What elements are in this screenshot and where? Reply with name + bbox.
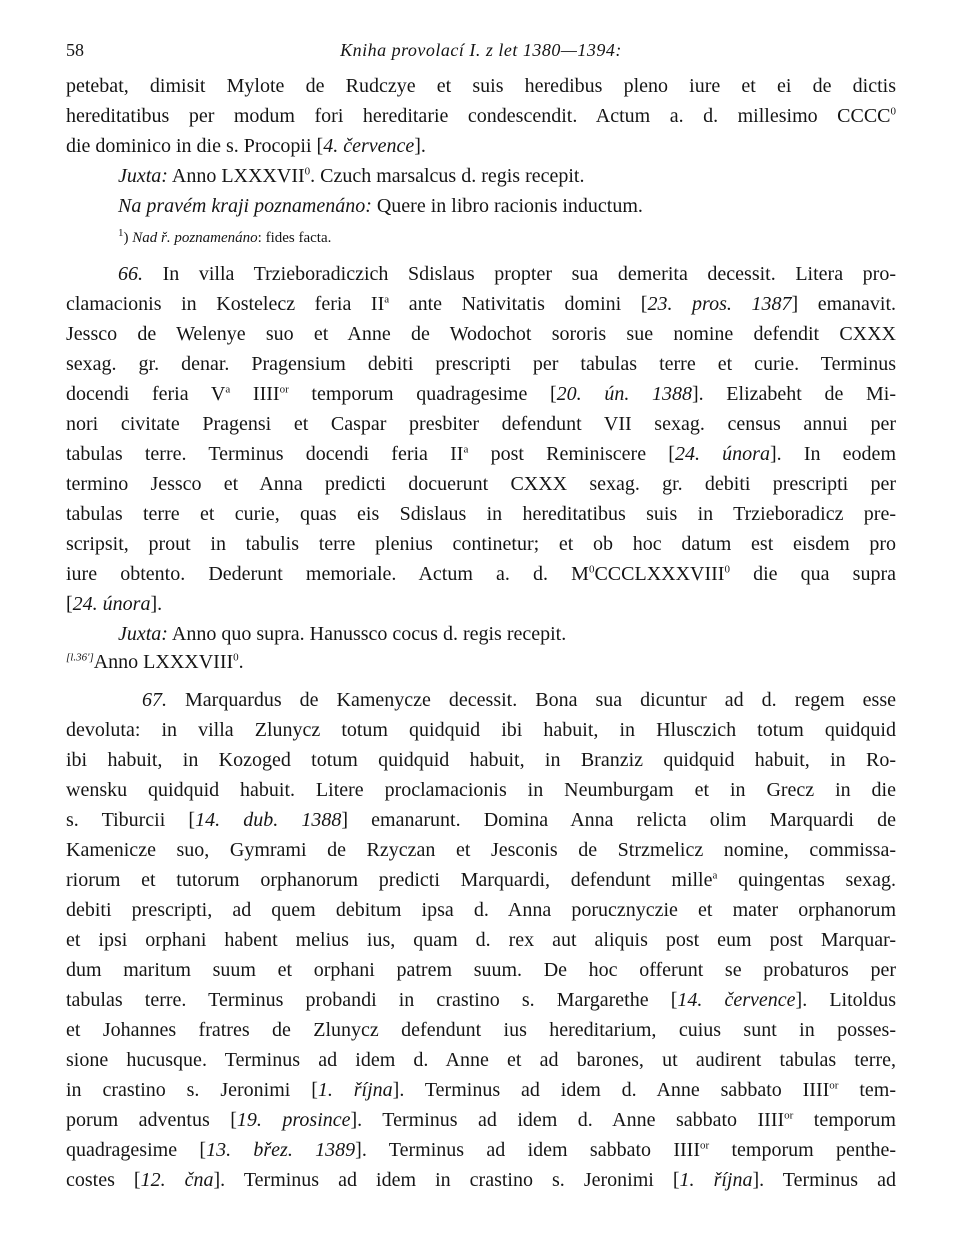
text-run: ibi habuit, in Kozoged totum quidquid habuit, in Branziz quidquid habuit, in Ro- xyxy=(66,749,896,771)
italic-run: 19. prosince xyxy=(236,1109,351,1131)
text-line xyxy=(66,439,896,469)
italic-run: 14. července xyxy=(677,989,796,1011)
text-run: ) xyxy=(123,230,133,246)
text-run: devoluta: in villa Zlunycz totum quidquid ibi habuit, in Hlusczich totum quidquid xyxy=(66,719,896,741)
text-run: hereditatibus per modum fori hereditarie condescendit. Actum a. d. millesimo CCCC xyxy=(66,105,891,127)
text-line xyxy=(66,745,896,775)
text-line xyxy=(66,775,896,805)
page-header xyxy=(66,40,896,70)
italic-run: 20. ún. 1388 xyxy=(556,383,692,405)
text-run: Anno LXXXVII xyxy=(167,165,305,187)
superscript: 0 xyxy=(724,563,730,576)
text-run: ante Nativitatis domini [ xyxy=(389,293,648,315)
text-run: clamacionis in Kostelecz feria II xyxy=(66,293,385,315)
italic-run: 12. čna xyxy=(140,1169,214,1191)
italic-run: 14. dub. 1388 xyxy=(195,809,342,831)
text-run: porum adventus [ xyxy=(66,1109,237,1131)
text-line xyxy=(66,835,896,865)
text-line xyxy=(66,715,896,745)
folio-marker: [l.36'] xyxy=(66,651,94,664)
superscript: or xyxy=(699,1139,710,1152)
text-run: ]. xyxy=(150,593,163,615)
text-run: nori civitate Pragensi et Caspar presbiter defendunt VII sexag. census annui per xyxy=(66,413,896,435)
text-run: [ xyxy=(66,593,73,615)
text-run: die dominico in die s. Procopii [ xyxy=(66,135,324,157)
text-line xyxy=(66,589,896,619)
italic-run: Juxta: xyxy=(118,623,168,645)
text-line xyxy=(66,191,896,221)
text-run: ]. Elizabeht de Mi- xyxy=(691,383,897,405)
text-line xyxy=(66,409,896,439)
superscript: 0 xyxy=(304,165,311,178)
text-line xyxy=(66,1105,896,1135)
text-run: Anno LXXXVIII xyxy=(93,651,234,673)
text-line xyxy=(66,131,896,161)
text-run: iure obtento. Dederunt memoriale. Actum a. d. M xyxy=(66,563,589,585)
italic-run: 23. pros. 1387 xyxy=(647,293,792,315)
italic-run: Juxta: xyxy=(118,165,168,187)
text-run: Anno quo supra. Hanussco cocus d. regis recepit. xyxy=(167,623,567,645)
italic-run: 24. února xyxy=(72,593,151,615)
text-line xyxy=(66,289,896,319)
text-run: . Czuch marsalcus d. regis recepit. xyxy=(310,165,585,187)
italic-run: 1. října xyxy=(317,1079,393,1101)
text-run: et Johannes fratres de Zlunycz defendunt ius hereditarium, cuius sunt in posses- xyxy=(66,1019,896,1041)
text-run: ]. Terminus ad xyxy=(752,1169,896,1191)
superscript: 0 xyxy=(233,651,239,664)
text-line xyxy=(66,161,896,191)
text-run: sione hucusque. Terminus ad idem d. Anne et ad barones, ut audirent tabulas terre, xyxy=(66,1049,896,1071)
text-run: CCCLXXXVIII xyxy=(594,563,725,585)
text-run: . xyxy=(238,651,244,673)
text-run: scripsit, prout in tabulis terre plenius continetur; et ob hoc datum est eisdem pro xyxy=(66,533,896,555)
text-run: temporum quadragesime [ xyxy=(288,383,557,405)
superscript: 1 xyxy=(118,227,124,239)
text-run: costes [ xyxy=(66,1169,141,1191)
text-run: post Reminiscere [ xyxy=(468,443,675,465)
text-run: Kamenicze suo, Gymrami de Rzyczan et Jesconis de Strzmelicz nomine, commissa- xyxy=(66,839,896,861)
text-run: ] emanarunt. Domina Anna relicta olim Marquardi de xyxy=(341,809,896,831)
italic-run: 13. břez. 1389 xyxy=(206,1139,356,1161)
text-run: ] emanavit. xyxy=(791,293,897,315)
text-run: Jessco de Welenye suo et Anne de Wodochot sororis sue nomine defendit CXXX xyxy=(66,323,896,345)
text-run: ]. xyxy=(414,135,426,157)
italic-run: 1. října xyxy=(679,1169,753,1191)
superscript: a xyxy=(463,443,469,456)
text-run: in crastino s. Jeronimi [ xyxy=(66,1079,318,1101)
text-line xyxy=(66,259,896,289)
text-line xyxy=(66,379,896,409)
text-run: In villa Trzieboradiczich Sdislaus propter sua demerita decessit. Litera pro- xyxy=(143,263,896,285)
text-line xyxy=(66,985,896,1015)
superscript: or xyxy=(279,383,289,396)
text-line xyxy=(66,865,896,895)
superscript: a xyxy=(384,293,390,306)
text-line xyxy=(66,499,896,529)
text-run: debiti prescripti, ad quem debitum ipsa d. Anna porucznyczie et mater orphanorum xyxy=(66,899,896,921)
superscript: 0 xyxy=(588,563,595,576)
text-run: docendi feria V xyxy=(66,383,226,405)
text-run: riorum et tutorum orphanorum predicti Marquardi, defendunt mille xyxy=(66,869,713,891)
text-line xyxy=(66,469,896,499)
italic-run: 24. února xyxy=(674,443,770,465)
italic-run: 67. xyxy=(142,689,167,711)
text-run: petebat, dimisit Mylote de Rudczye et suis heredibus pleno iure et ei de dictis xyxy=(66,75,896,97)
text-run: ]. Terminus ad idem d. Anne sabbato IIII xyxy=(350,1109,785,1131)
text-run: tabulas terre. Terminus probandi in crastino s. Margarethe [ xyxy=(66,989,678,1011)
text-line xyxy=(66,685,896,715)
text-run: ]. Terminus ad idem d. Anne sabbato IIII xyxy=(392,1079,830,1101)
text-line xyxy=(66,223,896,253)
text-run: Marquardus de Kamenycze decessit. Bona sua dicuntur ad d. regem esse xyxy=(167,689,896,711)
text-run: temporum xyxy=(793,1109,896,1131)
running-title: Kniha provolací I. z let 1380—1394: xyxy=(340,40,622,60)
text-line xyxy=(66,101,896,131)
text-line xyxy=(66,647,896,677)
text-run: ]. Litoldus xyxy=(795,989,896,1011)
superscript: or xyxy=(784,1109,794,1122)
text-run: IIII xyxy=(230,383,280,405)
text-line xyxy=(66,529,896,559)
text-line xyxy=(66,619,896,649)
text-line xyxy=(66,319,896,349)
text-line xyxy=(66,349,896,379)
superscript: a xyxy=(225,383,231,396)
text-run: wensku quidquid habuit. Litere proclamacionis in Neumburgam et in Grecz in die xyxy=(66,779,896,801)
text-line xyxy=(66,1075,896,1105)
text-run: sexag. gr. denar. Pragensium debiti prescripti per tabulas terre et curie. Terminus xyxy=(66,353,896,375)
text-run: s. Tiburcii [ xyxy=(66,809,196,831)
text-line xyxy=(66,71,896,101)
superscript: 0 xyxy=(890,105,896,118)
text-line xyxy=(66,895,896,925)
text-line xyxy=(66,1135,896,1165)
text-line xyxy=(66,805,896,835)
page-number: 58 xyxy=(66,40,84,60)
text-run: ]. Terminus ad idem sabbato IIII xyxy=(355,1139,700,1161)
text-run: : fides facta. xyxy=(257,230,332,246)
text-run: temporum penthe- xyxy=(709,1139,896,1161)
text-run: tabulas terre. Terminus docendi feria II xyxy=(66,443,464,465)
text-run: dum maritum suum et orphani patrem suum. De hoc offerunt se probaturos per xyxy=(66,959,896,981)
text-line xyxy=(66,559,896,589)
italic-run: Na pravém kraji poznamenáno: xyxy=(118,195,372,217)
superscript: or xyxy=(829,1079,839,1092)
text-run: tabulas terre et curie, quas eis Sdislaus in hereditatibus suis in Trzieboradicz pre- xyxy=(66,503,896,525)
text-run: Quere in libro racionis inductum. xyxy=(371,195,643,217)
text-run: quingentas sexag. xyxy=(717,869,896,891)
text-run: ]. In eodem xyxy=(769,443,896,465)
text-line xyxy=(66,1045,896,1075)
text-run: termino Jessco et Anna predicti docuerunt CXXX sexag. gr. debiti prescripti per xyxy=(66,473,896,495)
text-run: et ipsi orphani habent melius ius, quam d. rex aut aliquis post eum post Marquar- xyxy=(66,929,896,951)
text-run: tem- xyxy=(838,1079,896,1101)
text-line xyxy=(66,1165,896,1195)
text-line xyxy=(66,925,896,955)
text-run: ]. Terminus ad idem in crastino s. Jeronimi [ xyxy=(213,1169,680,1191)
italic-run: Nad ř. poznamenáno xyxy=(132,230,258,246)
superscript: a xyxy=(712,869,718,882)
text-line xyxy=(66,1015,896,1045)
italic-run: 4. července xyxy=(323,135,415,157)
text-run: die qua supra xyxy=(729,563,896,585)
italic-run: 66. xyxy=(118,263,143,285)
text-run: quadragesime [ xyxy=(66,1139,207,1161)
text-line xyxy=(66,955,896,985)
